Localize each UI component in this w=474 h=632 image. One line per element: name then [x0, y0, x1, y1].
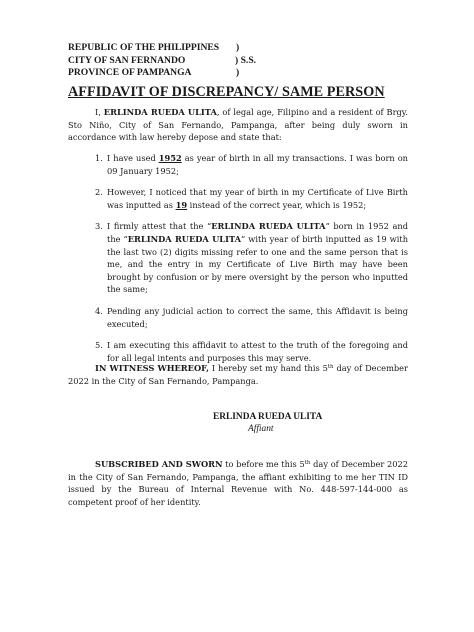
item-name-emphasis: ERLINDA RUEDA ULITA: [127, 233, 242, 244]
item-text: I firmly attest that the “: [107, 221, 212, 232]
venue-city: CITY OF SAN FERNANDO: [68, 54, 186, 66]
item-text: I have used: [107, 153, 159, 163]
witness-paragraph: [68, 362, 408, 387]
item-text: ” with year of birth inputted as 19 with the last two (2) digits missing refer to one and the same person that is me, and the entry in my Certificate of Live Birth may have been brought by confusion or by mere oversight by the person who inputted the same;: [107, 233, 409, 295]
venue-bracket: ): [236, 67, 240, 78]
item-text: I am executing this affidavit to attest to the truth of the foregoing and for all legal intents and purposes this may serve.: [107, 340, 408, 363]
intro-paragraph: [68, 106, 408, 144]
witness-text: I hereby set my hand this 5: [209, 363, 328, 373]
intro-lead: I,: [95, 107, 104, 117]
item-text: as year of birth in all my transactions. I was born on 09 January 1952;: [107, 153, 408, 176]
item-text: Pending any judicial action to correct the same, this Affidavit is being executed;: [107, 305, 408, 329]
venue-province: PROVINCE OF PAMPANGA: [68, 67, 192, 78]
item-number: 4.: [95, 305, 103, 316]
intro-rest: , of legal age, Filipino and a resident of Brgy. Sto Niño, City of San Fernando, Pampanga, after being duly sworn in accordance with law hereby depose and state that:: [68, 107, 408, 143]
statement-item: [68, 152, 408, 177]
witness-lead: IN WITNESS WHEREOF,: [95, 363, 210, 373]
item-text: However, I noticed that my year of birth in my Certificate of Live Birth was inputted as: [107, 187, 408, 210]
jurat-lead: SUBSCRIBED AND SWORN: [95, 459, 223, 469]
document-title: AFFIDAVIT OF DISCREPANCY/ SAME PERSON: [68, 84, 385, 100]
statement-item: [68, 220, 408, 296]
ordinal-suffix: th: [327, 364, 334, 370]
item-year-emphasis: 19: [175, 199, 188, 210]
statement-list: [68, 152, 408, 364]
statement-item: [68, 339, 408, 364]
signature-name: ERLINDA RUEDA ULITA: [213, 412, 323, 422]
item-number: 2.: [95, 187, 103, 198]
ordinal-suffix: th: [304, 460, 311, 466]
affiant-name-inline: ERLINDA RUEDA ULITA: [103, 107, 217, 117]
statement-item: [68, 186, 408, 211]
jurat-paragraph: [68, 458, 408, 508]
item-name-emphasis: ERLINDA RUEDA ULITA: [211, 221, 326, 232]
venue-bracket: ): [236, 42, 240, 53]
venue-republic: REPUBLIC OF THE PHILIPPINES: [68, 42, 220, 53]
jurat-text: to before me this 5: [222, 459, 305, 469]
item-text: instead of the correct year, which is 1952;: [187, 199, 367, 210]
venue-ss-mark: ) S.S.: [235, 54, 257, 66]
item-number: 3.: [95, 221, 103, 232]
jurat-text: day of December 2022 in the City of San Fernando, Pampanga, the affiant exhibiting to me her TIN ID issued by the Bureau of Internal Revenue with No. 448-597-144-000 as competent proof of her identity.: [68, 459, 408, 507]
item-text: ” born in 1952 and the “: [107, 221, 408, 244]
item-number: 1.: [95, 153, 103, 163]
item-year-emphasis: 1952: [158, 153, 182, 163]
statement-item: [68, 305, 408, 330]
witness-text: day of December 2022 in the City of San Fernando, Pampanga.: [68, 363, 408, 386]
item-number: 5.: [95, 340, 103, 351]
signature-role: Affiant: [248, 424, 274, 434]
